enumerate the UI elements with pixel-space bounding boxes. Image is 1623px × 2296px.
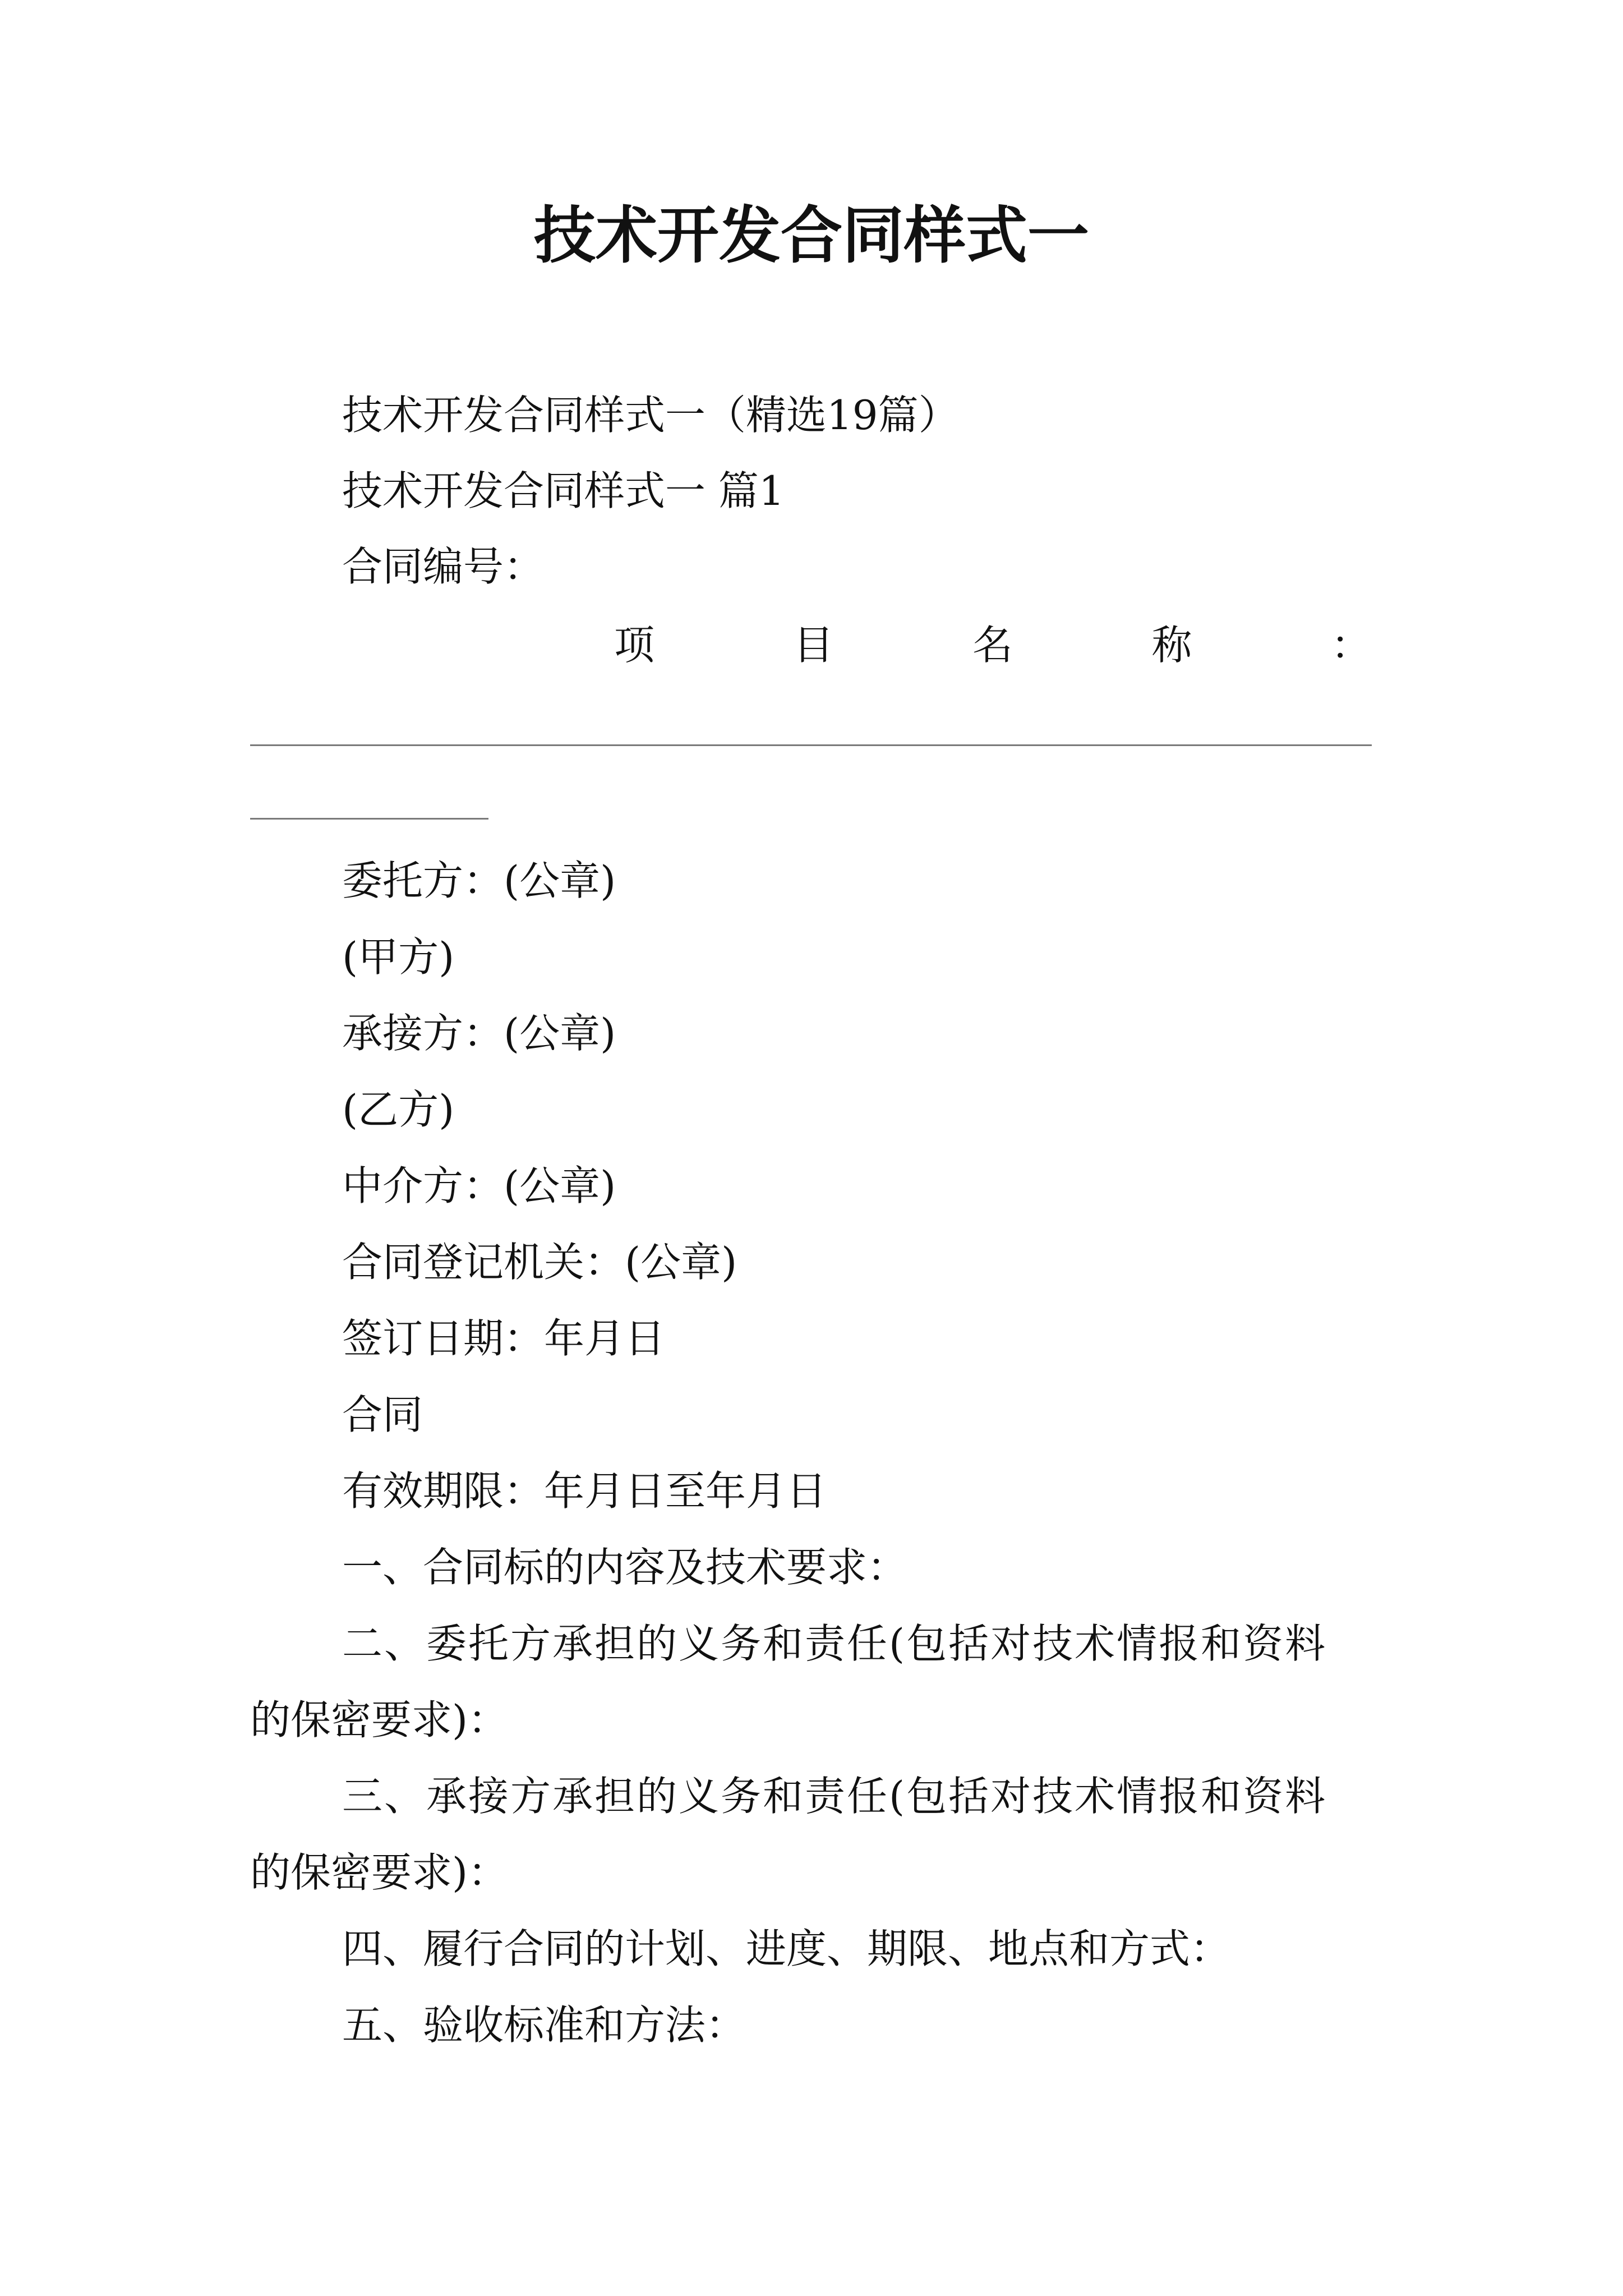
- project-name-blank-line: [250, 744, 1372, 746]
- clause-2-line-2: 的保密要求)：: [250, 1696, 509, 1743]
- intermediary-party-line: 中介方：(公章): [342, 1162, 616, 1209]
- contract-word: 合同: [342, 1391, 423, 1438]
- clause-5: 五、验收标准和方法：: [342, 2001, 746, 2049]
- clause-3-line-1: 三、承接方承担的义务和责任(包括对技术情报和资料: [342, 1773, 1327, 1820]
- project-name-label: [614, 617, 1371, 673]
- clause-2-line-1: 二、委托方承担的义务和责任(包括对技术情报和资料: [342, 1620, 1327, 1667]
- registration-authority-line: 合同登记机关：(公章): [342, 1239, 737, 1286]
- clause-1: 一、合同标的内容及技术要求：: [342, 1544, 908, 1591]
- party-b-label: (乙方): [342, 1086, 455, 1133]
- clause-4: 四、履行合同的计划、进度、期限、地点和方式：: [342, 1925, 1231, 1972]
- project-name-char: 目: [793, 622, 834, 669]
- document-subtitle: 技术开发合同样式一（精选19篇）: [342, 392, 959, 439]
- page-title: 技术开发合同样式一: [534, 200, 1089, 272]
- project-name-char: 名: [972, 622, 1013, 669]
- party-a-label: (甲方): [342, 933, 455, 981]
- validity-period-line: 有效期限：年月日至年月日: [342, 1467, 827, 1515]
- clause-3-line-2: 的保密要求)：: [250, 1849, 509, 1896]
- project-name-colon: ：: [1330, 622, 1371, 669]
- client-party-line: 委托方：(公章): [342, 857, 616, 904]
- section-heading: 技术开发合同样式一 篇1: [342, 467, 785, 514]
- project-name-blank-line-continued: [250, 818, 488, 820]
- contract-number-label: 合同编号：: [342, 543, 545, 590]
- project-name-char: 项: [614, 622, 655, 669]
- project-name-char: 称: [1151, 622, 1192, 669]
- signing-date-line: 签订日期：年月日: [342, 1315, 666, 1362]
- contractor-party-line: 承接方：(公章): [342, 1010, 616, 1057]
